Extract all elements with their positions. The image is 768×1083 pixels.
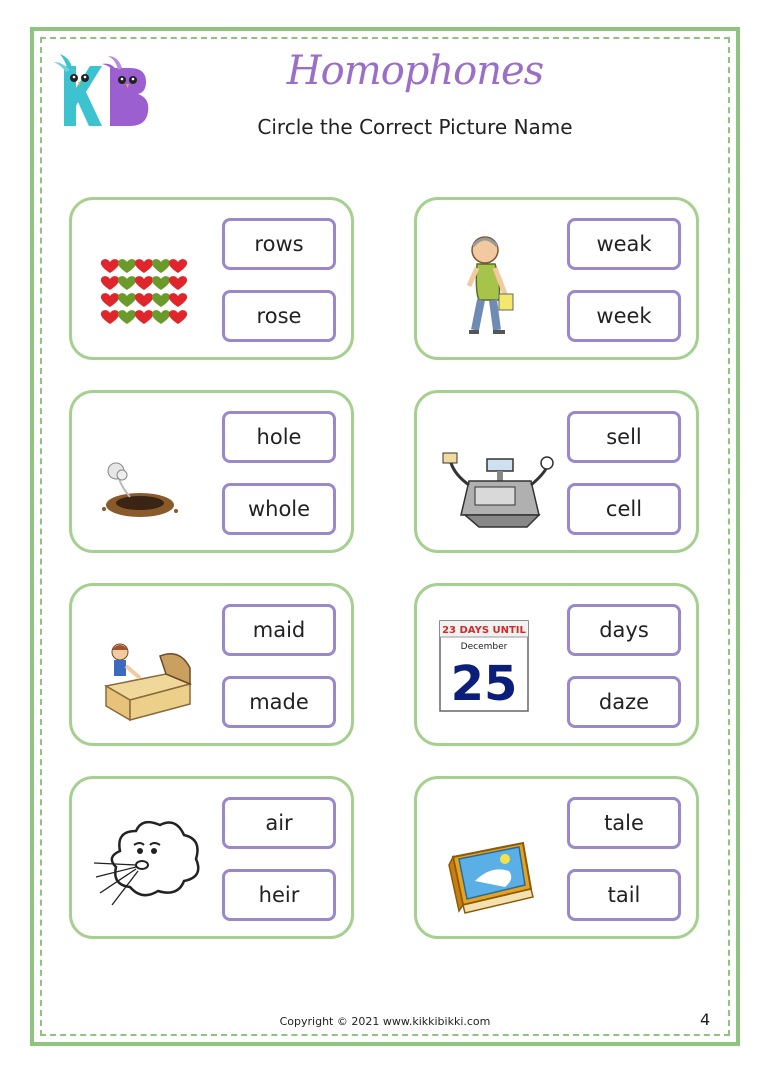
- question-card-6: [414, 583, 699, 746]
- option-sell-button[interactable]: sell: [567, 411, 681, 463]
- hole-in-ground-icon: [90, 415, 210, 533]
- option-tale-button[interactable]: tale: [567, 797, 681, 849]
- calendar-icon: [435, 608, 555, 726]
- option-cell-button[interactable]: cell: [567, 483, 681, 535]
- option-rose-button[interactable]: rose: [222, 290, 336, 342]
- question-card-4: [414, 390, 699, 553]
- option-whole-button[interactable]: whole: [222, 483, 336, 535]
- instructions: Circle the Correct Picture Name: [257, 115, 573, 139]
- option-week-button[interactable]: week: [567, 290, 681, 342]
- calendar-header-text: 23 DAYS UNTIL: [442, 625, 526, 636]
- page-number: 4: [700, 1010, 711, 1029]
- copyright-text: Copyright © 2021 www.kikkibikki.com: [279, 1015, 491, 1028]
- storybook-icon: [435, 801, 555, 919]
- boy-making-bed-icon: [90, 608, 210, 726]
- calendar-month-text: December: [460, 642, 508, 652]
- option-weak-button[interactable]: weak: [567, 218, 681, 270]
- question-card-8: [414, 776, 699, 939]
- option-heir-button[interactable]: heir: [222, 869, 336, 921]
- calendar-day-text: 25: [450, 656, 518, 712]
- question-card-1: [69, 197, 354, 360]
- option-tail-button[interactable]: tail: [567, 869, 681, 921]
- question-card-3: [69, 390, 354, 553]
- hearts-rows-icon: [90, 222, 210, 340]
- question-card-2: [414, 197, 699, 360]
- option-days-button[interactable]: days: [567, 604, 681, 656]
- option-daze-button[interactable]: daze: [567, 676, 681, 728]
- weak-old-man-icon: [435, 222, 555, 340]
- question-card-5: [69, 583, 354, 746]
- option-maid-button[interactable]: maid: [222, 604, 336, 656]
- blowing-cloud-icon: [90, 801, 210, 919]
- page-title: Homophones: [286, 48, 544, 94]
- option-rows-button[interactable]: rows: [222, 218, 336, 270]
- question-card-7: [69, 776, 354, 939]
- cash-register-icon: [435, 415, 555, 533]
- option-made-button[interactable]: made: [222, 676, 336, 728]
- option-air-button[interactable]: air: [222, 797, 336, 849]
- kikkibikki-logo-icon: [52, 48, 152, 130]
- option-hole-button[interactable]: hole: [222, 411, 336, 463]
